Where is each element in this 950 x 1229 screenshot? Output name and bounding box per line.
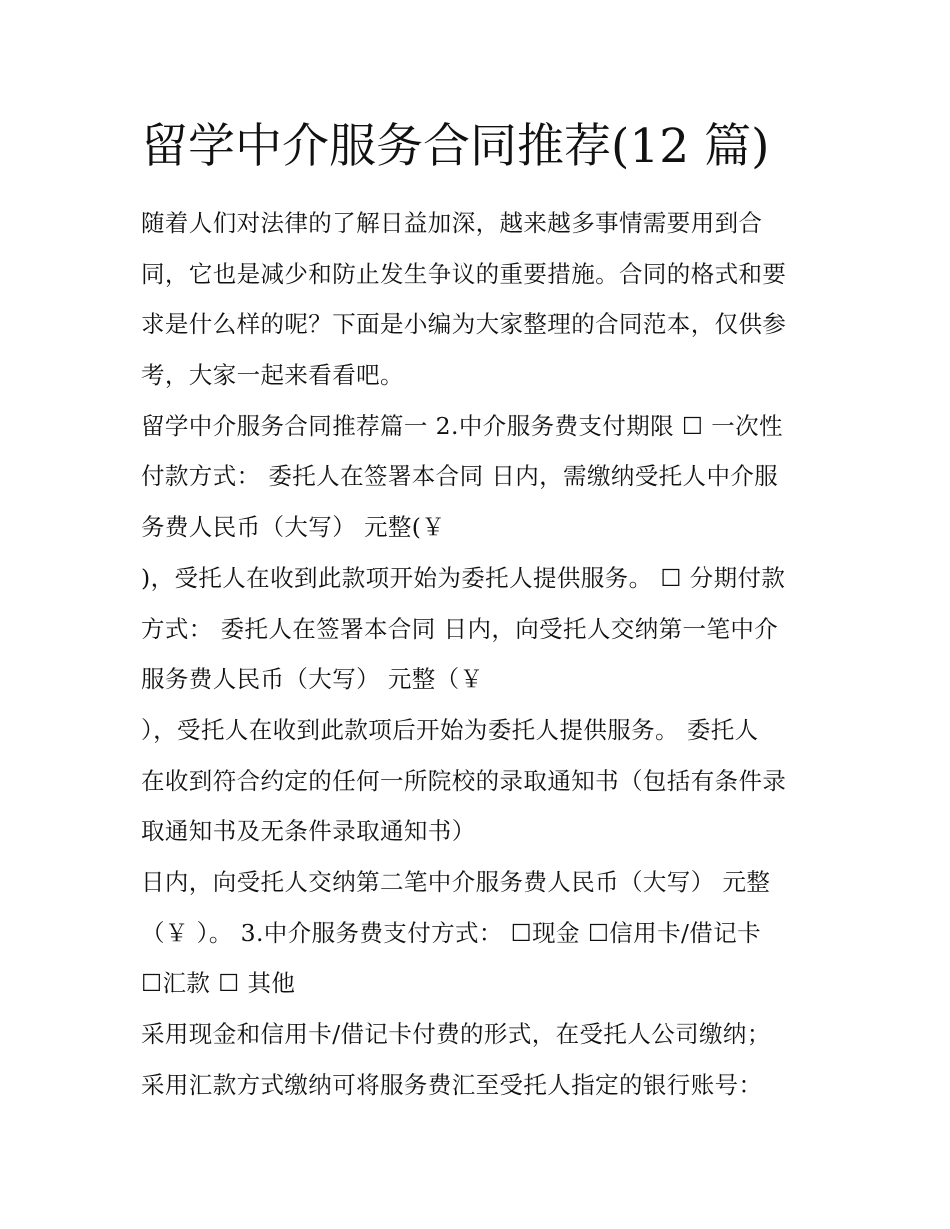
body-line: 考，大家一起来看看吧。 [141,361,404,390]
body-line: 采用现金和信用卡/借记卡付费的形式，在受托人公司缴纳； [141,1020,771,1048]
body-line: 日内，向受托人交纳第二笔中介服务费人民币（大写） 元整 [141,867,771,896]
body-line: 求是什么样的呢？下面是小编为大家整理的合同范本，仅供参 [141,310,787,339]
body-line: ☐汇款 ☐ 其他 [141,969,296,998]
document-body [141,198,821,1110]
body-line: 服务费人民币（大写） 元整（￥ [141,665,484,694]
body-line: 务费人民币（大写） 元整(￥ [141,513,446,542]
body-line: 取通知书及无条件录取通知书） [141,817,476,846]
body-line: )，受托人在收到此款项开始为委托人提供服务。 ☐ 分期付款 [141,563,786,592]
body-line: ），受托人在收到此款项后开始为委托人提供服务。 委托人 [141,715,759,744]
body-line: 同，它也是减少和防止发生争议的重要措施。合同的格式和要 [141,259,787,288]
document-title: 留学中介服务合同推荐(12 篇) [141,119,770,174]
body-line: 付款方式： 委托人在签署本合同 日内，需缴纳受托人中介服 [141,462,779,491]
body-line: 方式： 委托人在签署本合同 日内，向受托人交纳第一笔中介 [141,614,779,643]
body-line: 留学中介服务合同推荐篇一 2.中介服务费支付期限 ☐ 一次性 [141,411,783,440]
body-line: 在收到符合约定的任何一所院校的录取通知书（包括有条件录 [141,766,787,795]
body-line: （￥ ）。 3.中介服务费支付方式： ☐现金 ☐信用卡/借记卡 [141,918,762,947]
body-line: 采用汇款方式缴纳可将服务费汇至受托人指定的银行账号： [141,1070,763,1099]
body-line: 随着人们对法律的了解日益加深，越来越多事情需要用到合 [141,209,763,237]
